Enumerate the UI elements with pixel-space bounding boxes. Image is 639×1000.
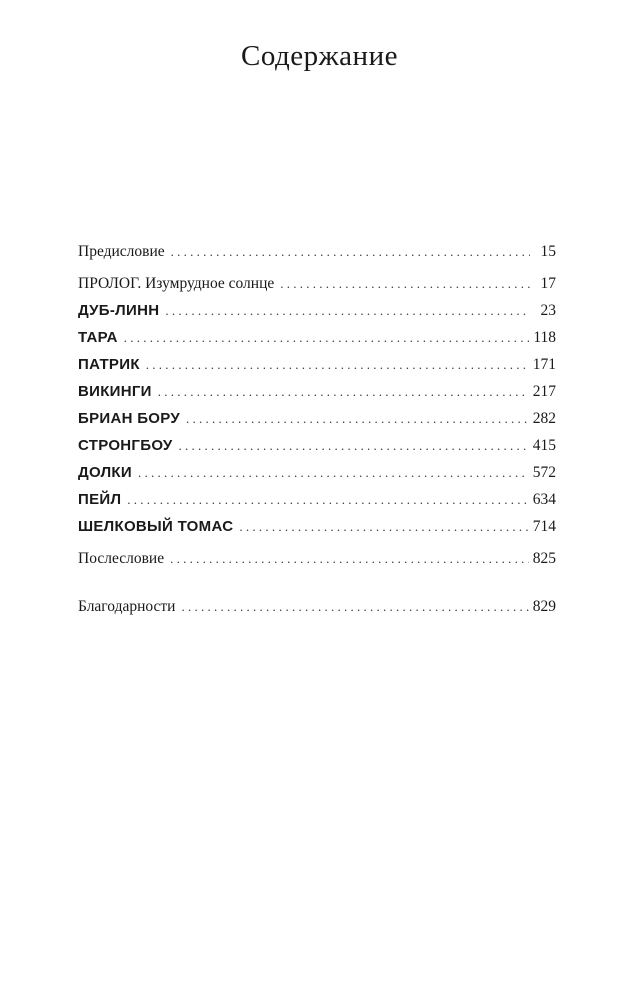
toc-entry-label: Предисловие [78, 243, 165, 260]
leader-dots [170, 545, 529, 572]
leader-dots [165, 297, 530, 324]
toc-entry-page: 23 [540, 302, 556, 319]
toc-entry-page: 171 [532, 356, 556, 373]
toc-entry-afterword[interactable] [78, 545, 556, 572]
leader-dots [181, 593, 528, 620]
toc-entry-page: 714 [532, 518, 556, 535]
toc-entry-chapter[interactable] [78, 351, 556, 378]
toc-entry-page: 118 [533, 329, 556, 346]
toc-entry-page: 15 [540, 243, 556, 260]
leader-dots [127, 486, 528, 513]
leader-dots [158, 378, 529, 405]
leader-dots [179, 432, 529, 459]
toc-entry-label: ТАРА [78, 329, 118, 346]
toc-entry-label: Благодарности [78, 598, 176, 615]
toc-entry-chapter[interactable] [78, 405, 556, 432]
leader-dots [146, 351, 529, 378]
leader-dots [239, 513, 528, 540]
toc-entry-chapter[interactable] [78, 486, 556, 513]
prologue-heading: ПРОЛОГ. [78, 275, 142, 292]
toc-entry-label: БРИАН БОРУ [78, 410, 180, 427]
toc-entry-label: ДОЛКИ [78, 464, 132, 481]
page-title: Содержание [241, 40, 398, 72]
toc-entry-page: 17 [540, 275, 556, 292]
toc-entry-prologue[interactable] [78, 270, 556, 297]
toc-entry-label: СТРОНГБОУ [78, 437, 173, 454]
spacer [78, 572, 556, 593]
toc-entry-label: ПЕЙЛ [78, 491, 122, 508]
toc-entry-page: 634 [532, 491, 556, 508]
toc-entry-page: 282 [532, 410, 556, 427]
leader-dots [171, 238, 530, 265]
prologue-subtitle: Изумрудное солнце [145, 275, 275, 292]
toc-entry-page: 217 [532, 383, 556, 400]
toc-entry-chapter[interactable] [78, 324, 556, 351]
toc-entry-chapter[interactable] [78, 459, 556, 486]
toc-entry-preface[interactable] [78, 238, 556, 265]
toc-entry-label: ВИКИНГИ [78, 383, 152, 400]
toc-entry-chapter[interactable] [78, 513, 556, 540]
toc-entry-page: 572 [532, 464, 556, 481]
toc-entry-acknowledgements[interactable] [78, 593, 556, 620]
leader-dots [124, 324, 530, 351]
toc-entry-label: ПАТРИК [78, 356, 140, 373]
toc-entry-page: 825 [532, 550, 556, 567]
leader-dots [186, 405, 529, 432]
toc-entry-page: 829 [532, 598, 556, 615]
toc-entry-label: Послесловие [78, 550, 165, 567]
toc-entry-chapter[interactable] [78, 432, 556, 459]
toc-entry-label [78, 270, 280, 297]
toc-entry-label: ШЕЛКОВЫЙ ТОМАС [78, 518, 234, 535]
toc-entry-page: 415 [532, 437, 556, 454]
toc-entry-chapter[interactable] [78, 297, 556, 324]
toc-entry-label: ДУБ-ЛИНН [78, 302, 160, 319]
leader-dots [280, 270, 530, 297]
toc-entry-chapter[interactable] [78, 378, 556, 405]
table-of-contents [78, 238, 556, 620]
leader-dots [138, 459, 529, 486]
